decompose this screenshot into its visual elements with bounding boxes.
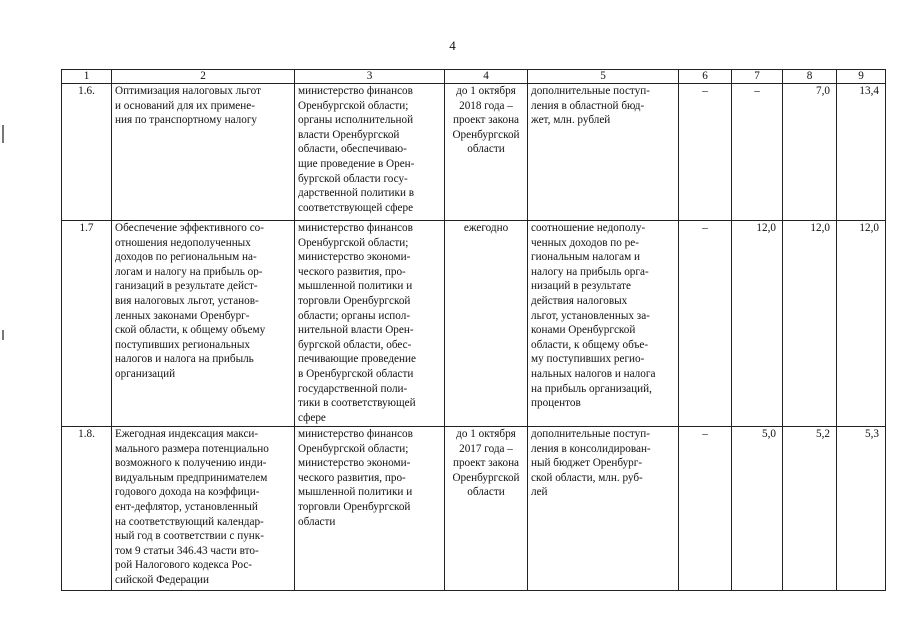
value-cell: 12,0 <box>783 221 837 427</box>
scan-margin-mark <box>2 330 4 340</box>
indicator-cell: соотношение недополу- ченных доходов по ре- гиональным налогам и налогу на прибыль орга- низаций в результате действия налоговых льгот, установленных за- конами Оренбургской области, к общему объе- му поступивших регио- нальных налогов и налога на прибыль организаций, процентов <box>528 221 679 427</box>
deadline-cell: до 1 октября 2018 года – проект закона Оренбургской области <box>445 84 528 221</box>
row-number: 1.6. <box>62 84 112 221</box>
column-header: 2 <box>112 70 295 84</box>
measures-table <box>61 69 886 591</box>
scan-margin-mark <box>2 125 4 143</box>
measure-cell: Ежегодная индексация макси- мального размера потенциально возможного к получению инди- видуальным предпринимателем годового дохода на коэффици- ент-дефлятор, установленный на соответствующий календар- ный год в соответствии с пунк- том 9 статьи 346.43 части вто- рой Налогового кодекса Рос- сийской Федерации <box>112 427 295 591</box>
value-cell: 13,4 <box>837 84 886 221</box>
value-cell: 5,2 <box>783 427 837 591</box>
executor-cell: министерство финансов Оренбургской области; органы исполнительной власти Оренбургской области, обеспечиваю- щие проведение в Орен- бургской области госу- дарственной политики в соответствующей сфере <box>295 84 445 221</box>
value-cell: 5,3 <box>837 427 886 591</box>
measure-cell: Оптимизация налоговых льгот и оснований для их примене- ния по транспортному налогу <box>112 84 295 221</box>
table-row <box>62 427 886 591</box>
column-header: 3 <box>295 70 445 84</box>
table-row <box>62 221 886 427</box>
indicator-cell: дополнительные поступ- ления в консолидирован- ный бюджет Оренбург- ской области, млн. руб- лей <box>528 427 679 591</box>
deadline-cell: до 1 октября 2017 года – проект закона Оренбургской области <box>445 427 528 591</box>
indicator-cell: дополнительные поступ- ления в областной бюд- жет, млн. рублей <box>528 84 679 221</box>
column-header: 6 <box>679 70 732 84</box>
value-cell: 5,0 <box>732 427 783 591</box>
column-header: 5 <box>528 70 679 84</box>
executor-cell: министерство финансов Оренбургской области; министерство экономи- ческого развития, про- мышленной политики и торговли Оренбургской области; органы испол- нительной власти Орен- бургской области, обес- печивающие проведение в Оренбургской области государственной поли- тики в соответствующей сфере <box>295 221 445 427</box>
executor-cell: министерство финансов Оренбургской области; министерство экономи- ческого развития, про- мышленной политики и торговли Оренбургской области <box>295 427 445 591</box>
value-cell: 12,0 <box>837 221 886 427</box>
value-cell: – <box>679 427 732 591</box>
value-cell: – <box>679 84 732 221</box>
value-cell: – <box>732 84 783 221</box>
row-number: 1.8. <box>62 427 112 591</box>
value-cell: – <box>679 221 732 427</box>
value-cell: 12,0 <box>732 221 783 427</box>
column-header: 4 <box>445 70 528 84</box>
column-header: 7 <box>732 70 783 84</box>
table-row <box>62 84 886 221</box>
column-number-row <box>62 70 886 84</box>
column-header: 9 <box>837 70 886 84</box>
page-number: 4 <box>449 38 456 53</box>
column-header: 1 <box>62 70 112 84</box>
value-cell: 7,0 <box>783 84 837 221</box>
deadline-cell: ежегодно <box>445 221 528 427</box>
measure-cell: Обеспечение эффективного со- отношения недополученных доходов по региональным на- логам и налогу на прибыль ор- ганизаций в результате дейст- вия налоговых льгот, установ- ленных законами Оренбург- ской области, к общему объему поступивших региональных налогов и налога на прибыль организаций <box>112 221 295 427</box>
column-header: 8 <box>783 70 837 84</box>
row-number: 1.7 <box>62 221 112 427</box>
